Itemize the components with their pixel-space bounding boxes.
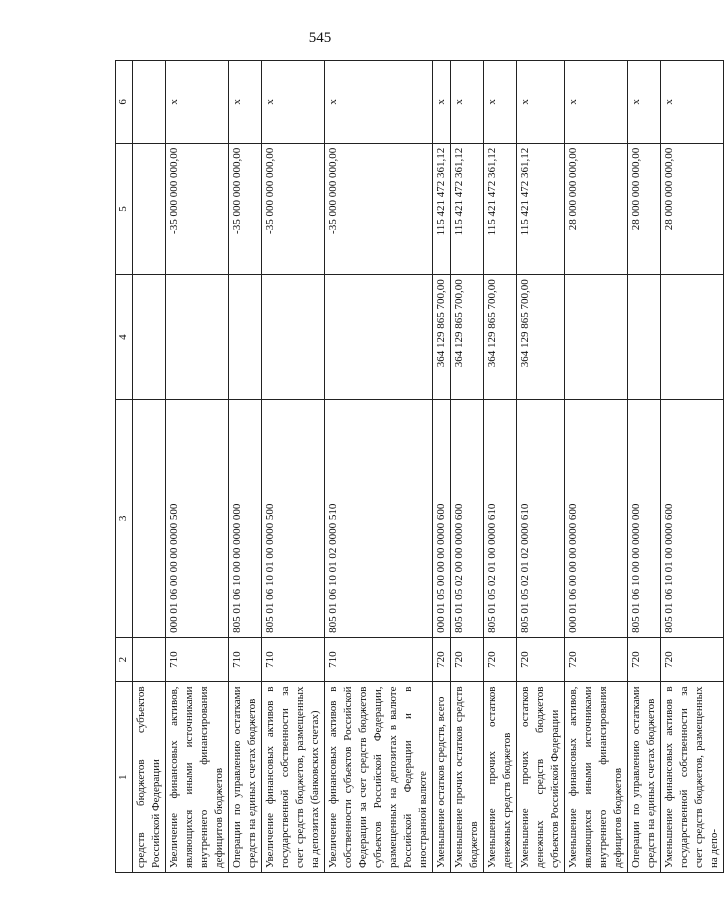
value-col5-cell: -35 000 000 000,00 — [262, 143, 325, 274]
kbk-code-cell: 000 01 06 00 00 00 0000 600 — [565, 400, 628, 638]
row-code-cell: 720 — [628, 637, 661, 682]
kbk-code-cell — [133, 400, 166, 638]
column-header-1: 1 — [116, 682, 133, 873]
value-col4-cell — [166, 275, 229, 400]
value-col4-cell — [262, 275, 325, 400]
value-col4-cell — [325, 275, 433, 400]
row-code-cell: 720 — [451, 637, 484, 682]
row-code-cell: 710 — [166, 637, 229, 682]
table-row — [262, 61, 325, 873]
rotated-table-container — [115, 60, 720, 873]
table-row — [433, 61, 451, 873]
budget-sources-table — [115, 60, 724, 873]
mark-col6-cell: x — [628, 61, 661, 144]
row-name-cell: Увеличение финансовых активов в государственной собственности за счет средств бюджетов, размещенных на депозитах (банковских счетах) — [262, 682, 325, 873]
row-code-cell — [133, 637, 166, 682]
mark-col6-cell: x — [262, 61, 325, 144]
column-header-5: 5 — [116, 143, 133, 274]
mark-col6-cell: x — [661, 61, 724, 144]
value-col5-cell: -35 000 000 000,00 — [229, 143, 262, 274]
column-header-6: 6 — [116, 61, 133, 144]
mark-col6-cell: x — [565, 61, 628, 144]
value-col4-cell — [229, 275, 262, 400]
row-code-cell: 720 — [565, 637, 628, 682]
value-col4-cell — [133, 275, 166, 400]
table-row — [565, 61, 628, 873]
value-col5-cell: 28 000 000 000,00 — [565, 143, 628, 274]
mark-col6-cell: x — [325, 61, 433, 144]
value-col5-cell: 115 421 472 361,12 — [517, 143, 565, 274]
column-header-4: 4 — [116, 275, 133, 400]
kbk-code-cell: 805 01 05 02 00 00 0000 600 — [451, 400, 484, 638]
kbk-code-cell: 805 01 06 10 01 00 0000 600 — [661, 400, 724, 638]
row-code-cell: 720 — [517, 637, 565, 682]
table-row — [628, 61, 661, 873]
value-col4-cell — [661, 275, 724, 400]
page-number: 545 — [308, 30, 332, 46]
kbk-code-cell: 805 01 06 10 00 00 0000 000 — [229, 400, 262, 638]
value-col5-cell: 28 000 000 000,00 — [628, 143, 661, 274]
row-name-cell: Уменьшение остатков средств, всего — [433, 682, 451, 873]
mark-col6-cell: x — [166, 61, 229, 144]
kbk-code-cell: 000 01 05 00 00 00 0000 600 — [433, 400, 451, 638]
value-col5-cell: 115 421 472 361,12 — [433, 143, 451, 274]
row-code-cell: 720 — [433, 637, 451, 682]
value-col4-cell — [565, 275, 628, 400]
kbk-code-cell: 805 01 05 02 01 02 0000 610 — [517, 400, 565, 638]
row-name-cell: Уменьшение прочих остатков средств бюджетов — [451, 682, 484, 873]
row-name-cell: Операции по управлению остатками средств на единых счетах бюджетов — [628, 682, 661, 873]
value-col4-cell: 364 129 865 700,00 — [484, 275, 517, 400]
value-col4-cell: 364 129 865 700,00 — [451, 275, 484, 400]
row-code-cell: 710 — [262, 637, 325, 682]
table-row — [325, 61, 433, 873]
value-col5-cell: -35 000 000 000,00 — [166, 143, 229, 274]
table-row — [166, 61, 229, 873]
table-row — [133, 61, 166, 873]
value-col5-cell: 28 000 000 000,00 — [661, 143, 724, 274]
column-header-2: 2 — [116, 637, 133, 682]
table-row — [451, 61, 484, 873]
header-row — [116, 61, 133, 873]
row-code-cell: 720 — [661, 637, 724, 682]
value-col5-cell: 115 421 472 361,12 — [484, 143, 517, 274]
row-name-cell: Увеличение финансовых активов, являющихся иными источниками внутреннего финансирования дефицитов бюджетов — [166, 682, 229, 873]
mark-col6-cell: x — [433, 61, 451, 144]
mark-col6-cell: x — [517, 61, 565, 144]
kbk-code-cell: 805 01 05 02 01 00 0000 610 — [484, 400, 517, 638]
row-code-cell: 720 — [484, 637, 517, 682]
column-header-3: 3 — [116, 400, 133, 638]
kbk-code-cell: 000 01 06 00 00 00 0000 500 — [166, 400, 229, 638]
row-name-cell: Уменьшение финансовых активов в государственной собственности за счет средств бюджетов, размещенных на депо- — [661, 682, 724, 873]
table-row — [661, 61, 724, 873]
table-row — [517, 61, 565, 873]
value-col4-cell: 364 129 865 700,00 — [517, 275, 565, 400]
value-col5-cell — [133, 143, 166, 274]
row-name-cell: Уменьшение финансовых активов, являющихся иными источниками внутреннего финансирования дефицитов бюджетов — [565, 682, 628, 873]
table-row — [484, 61, 517, 873]
row-name-cell: Операции по управлению остатками средств на единых счетах бюджетов — [229, 682, 262, 873]
table-row — [229, 61, 262, 873]
value-col5-cell: 115 421 472 361,12 — [451, 143, 484, 274]
kbk-code-cell: 805 01 06 10 01 00 0000 500 — [262, 400, 325, 638]
value-col5-cell: -35 000 000 000,00 — [325, 143, 433, 274]
kbk-code-cell: 805 01 06 10 00 00 0000 000 — [628, 400, 661, 638]
mark-col6-cell: x — [484, 61, 517, 144]
mark-col6-cell: x — [229, 61, 262, 144]
row-name-cell: Уменьшение прочих остатков денежных средств бюджетов — [484, 682, 517, 873]
row-name-cell: Увеличение финансовых активов в собственности субъектов Российской Федерации за счет средств бюджетов субъектов Российской Федерации, размещенных на депозитах в валюте Российской Федерации и в иностранной валюте — [325, 682, 433, 873]
value-col4-cell: 364 129 865 700,00 — [433, 275, 451, 400]
mark-col6-cell — [133, 61, 166, 144]
value-col4-cell — [628, 275, 661, 400]
mark-col6-cell: x — [451, 61, 484, 144]
row-code-cell: 710 — [325, 637, 433, 682]
kbk-code-cell: 805 01 06 10 01 02 0000 510 — [325, 400, 433, 638]
row-name-cell: Уменьшение прочих остатков денежных средств бюджетов субъектов Российской Федерации — [517, 682, 565, 873]
row-name-cell: средств бюджетов субъектов Российской Федерации — [133, 682, 166, 873]
row-code-cell: 710 — [229, 637, 262, 682]
